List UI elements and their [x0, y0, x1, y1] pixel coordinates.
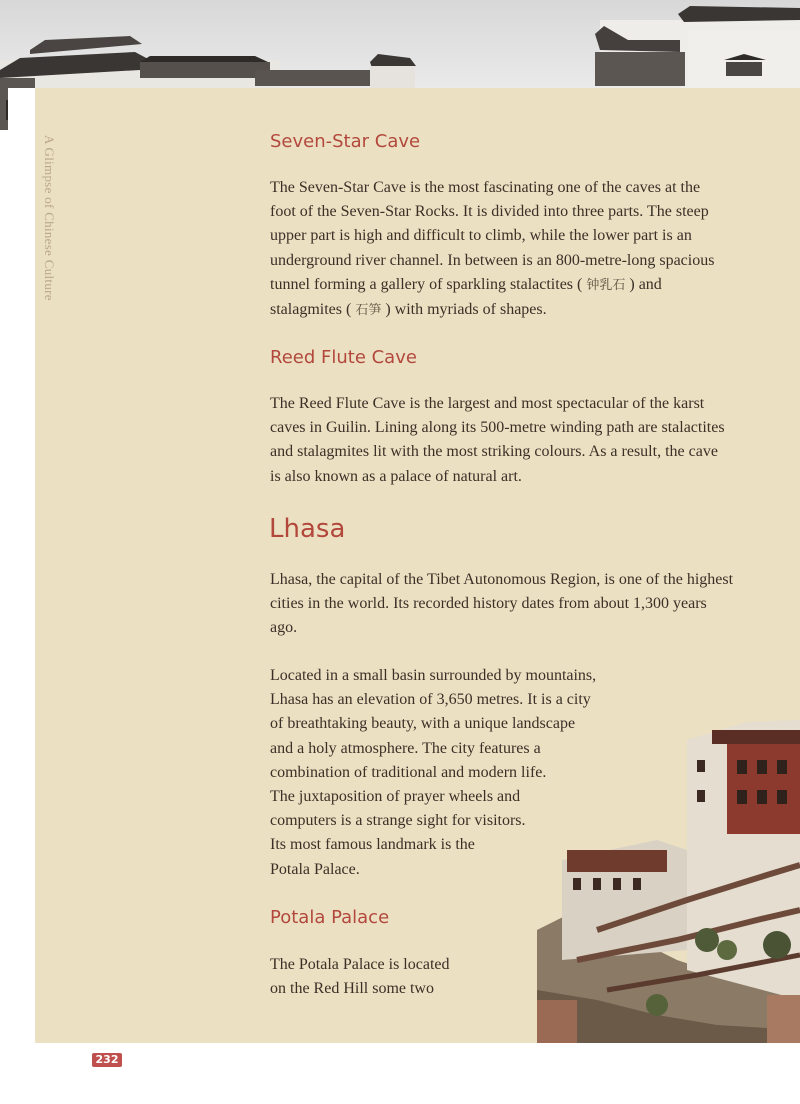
potala-palace-photo	[537, 700, 800, 1043]
page-margin-strip	[8, 88, 35, 1043]
chinese-term-stalactites: 钟乳石	[586, 277, 626, 293]
paragraph-seven-star-cave: The Seven-Star Cave is the most fascinating one of the caves at the foot of the Seven-Star Rocks. It is divided into three parts. The steep upper part is high and difficult to climb, while the lower part is an underground river channel. In between is an 800-metre-long spacious tunnel forming a gallery of sparkling stalactites ( 钟乳石 ) and stalagmites ( 石笋 ) with myriads of shapes.	[270, 179, 715, 319]
book-title-vertical: A Glimpse of Chinese Culture	[42, 135, 57, 301]
page-number-badge: 232	[92, 1053, 122, 1067]
heading-lhasa: Lhasa	[269, 514, 346, 544]
paragraph-potala-palace: The Potala Palace is located on the Red Hill some two	[270, 956, 450, 998]
heading-reed-flute-cave: Reed Flute Cave	[270, 347, 417, 368]
chinese-term-stalagmites: 石笋	[355, 303, 382, 319]
heading-potala-palace: Potala Palace	[270, 907, 390, 928]
heading-seven-star-cave: Seven-Star Cave	[270, 131, 421, 152]
paragraph-lhasa-intro: Lhasa, the capital of the Tibet Autonomous Region, is one of the highest cities in the world. Its recorded history dates from about 1,300 years ago.	[270, 571, 734, 637]
paragraph-lhasa-description: Located in a small basin surrounded by mountains, Lhasa has an elevation of 3,650 metres. It is a city of breathtaking beauty, with a unique landscape and a holy atmosphere. The city features a combination of traditional and modern life. The juxtaposition of prayer wheels and computers is a strange sight for visitors. Its most famous landmark is the Potala Palace.	[270, 667, 597, 878]
paragraph-reed-flute-cave: The Reed Flute Cave is the largest and most spectacular of the karst caves in Guilin. Lining along its 500-metre winding path are stalactites and stalagmites lit with the most striking colours. As a result, the cave is also known as a palace of natural art.	[270, 395, 725, 485]
